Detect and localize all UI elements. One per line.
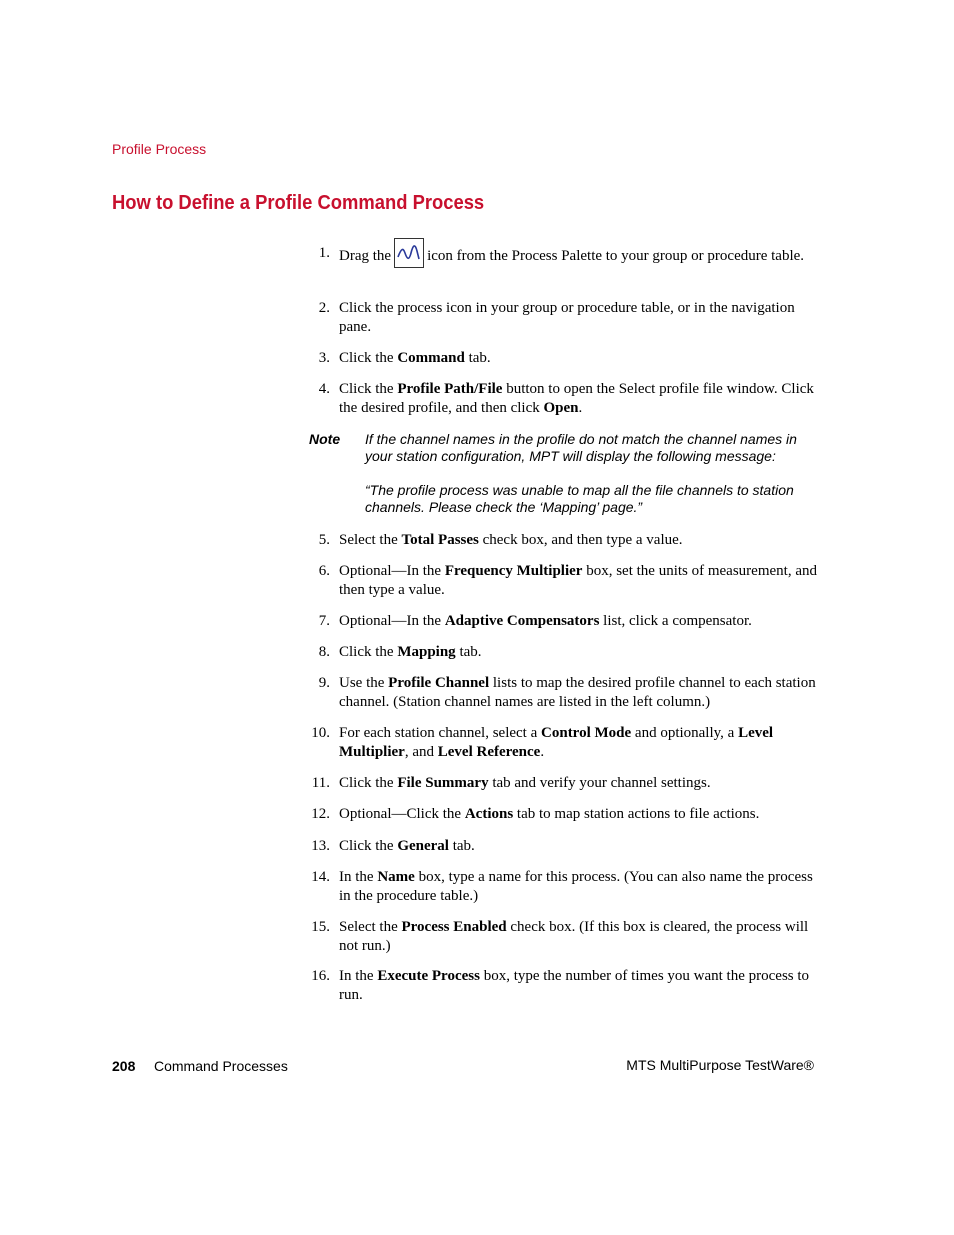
step-text: [339, 643, 817, 662]
step-text-part: Drag the: [339, 248, 392, 264]
step-text: [339, 774, 817, 793]
step-number: 9.: [318, 675, 330, 691]
step-number: 8.: [318, 644, 330, 660]
step-text-part: icon from the Process Palette to your group or procedure table.: [427, 248, 805, 264]
step-number: 13.: [311, 838, 330, 854]
step-text-part: Optional—In the: [339, 613, 445, 629]
step-text-part: Optional—In the: [339, 563, 445, 579]
step-text-part: check box, and then type a value.: [478, 532, 683, 548]
step-text-part: Use the: [339, 675, 389, 691]
step-text: [339, 380, 817, 417]
step-text: Click the process icon in your group or procedure table, or in the navigation pane.: [339, 300, 795, 335]
ui-term: Command: [397, 350, 465, 366]
step-text: [339, 805, 817, 824]
step-text-part: Optional—Click the: [339, 806, 465, 822]
note-label: Note: [309, 431, 341, 447]
step-text-part: .: [540, 743, 545, 760]
step-text-part: list, click a compensator.: [599, 613, 752, 629]
footer-product: MTS MultiPurpose TestWare®: [626, 1057, 814, 1073]
ui-term: General: [397, 838, 449, 854]
step-text-part: tab.: [464, 350, 491, 366]
step-text: [339, 349, 817, 368]
ui-term: File Summary: [397, 775, 489, 791]
step-number: 14.: [311, 869, 330, 885]
section-title: How to Define a Profile Command Process: [112, 192, 485, 214]
step-text: [339, 837, 817, 856]
step-text-part: lists to map the desired profile channel to each station channel. (Station channel names are listed in the left column.): [339, 675, 816, 710]
step-text-part: In the: [339, 869, 378, 885]
step-number: 12.: [311, 806, 330, 822]
step-number: 1.: [318, 245, 330, 261]
ui-term: Adaptive Compensators: [444, 613, 600, 629]
step-text-part: In the: [339, 968, 378, 984]
step-number: 11.: [311, 775, 330, 791]
ui-term: Process Enabled: [401, 919, 507, 935]
ui-term: Total Passes: [401, 532, 479, 548]
ui-term: Profile Path/File: [397, 381, 503, 397]
running-head: Profile Process: [112, 141, 207, 157]
step-text: [339, 674, 817, 711]
ui-term: Execute Process: [377, 968, 480, 984]
step-number: 3.: [318, 350, 330, 366]
ui-term: Level Reference: [437, 743, 541, 760]
step-text-part: Click the: [339, 381, 398, 397]
step-text-part: tab to map station actions to file actions.: [513, 806, 760, 822]
step-text: [339, 612, 817, 631]
step-text: [339, 724, 817, 761]
step-text-part: tab and verify your channel settings.: [488, 775, 711, 791]
step-text: [339, 244, 817, 269]
step-text-part: Click the: [339, 350, 398, 366]
ui-term: Mapping: [397, 644, 456, 660]
ui-term: Actions: [464, 806, 514, 822]
step-text-part: box, type a name for this process. (You can also name the process in the procedure table.): [339, 869, 813, 904]
step-text-part: tab.: [455, 644, 482, 660]
note-text: If the channel names in the profile do not match the channel names in your station configuration, MPT will display the following message:: [365, 431, 797, 464]
step-text-part: .: [578, 399, 583, 416]
step-text: [339, 967, 817, 1004]
step-text-part: For each station channel, select a: [339, 725, 542, 741]
step-text: [339, 918, 817, 955]
step-text: [339, 868, 817, 905]
step-text-part: and optionally, a: [631, 725, 739, 741]
profile-wave-icon: [394, 238, 424, 268]
step-number: 7.: [318, 613, 330, 629]
step-number: 10.: [311, 725, 330, 741]
step-text-part: Click the: [339, 838, 398, 854]
ui-term: Level Multiplier: [339, 725, 774, 760]
step-text-part: Select the: [339, 532, 402, 548]
step-number: 16.: [311, 968, 330, 984]
step-text-part: button to open the Select profile file window. Click the desired profile, and then click: [339, 381, 814, 416]
ui-term: Profile Channel: [388, 675, 490, 691]
ui-term: Frequency Multiplier: [444, 563, 583, 579]
step-text-part: tab.: [448, 838, 475, 854]
step-text: [339, 531, 817, 550]
step-text-part: Click the: [339, 644, 398, 660]
footer-chapter: Command Processes: [154, 1058, 288, 1074]
step-text-part: Select the: [339, 919, 402, 935]
step-number: 6.: [318, 563, 330, 579]
page-number: 208: [112, 1058, 136, 1074]
step-text-part: box, type the number of times you want the process to run.: [339, 968, 810, 1003]
step-number: 2.: [318, 300, 330, 316]
ui-term: Control Mode: [541, 725, 632, 741]
step-text-part: box, set the units of measurement, and then type a value.: [339, 563, 817, 598]
note-message: “The profile process was unable to map all the file channels to station channels. Please check the ‘Mapping’ page.”: [365, 482, 794, 515]
step-text-part: check box. (If this box is cleared, the process will not run.): [339, 919, 809, 954]
ui-term: Open: [543, 399, 579, 416]
step-text-part: Click the: [339, 775, 398, 791]
step-text: [339, 562, 817, 599]
ui-term: Name: [377, 869, 415, 885]
step-number: 15.: [311, 919, 330, 935]
step-number: 4.: [318, 381, 330, 397]
step-text-part: , and: [404, 743, 438, 760]
step-number: 5.: [318, 532, 330, 548]
